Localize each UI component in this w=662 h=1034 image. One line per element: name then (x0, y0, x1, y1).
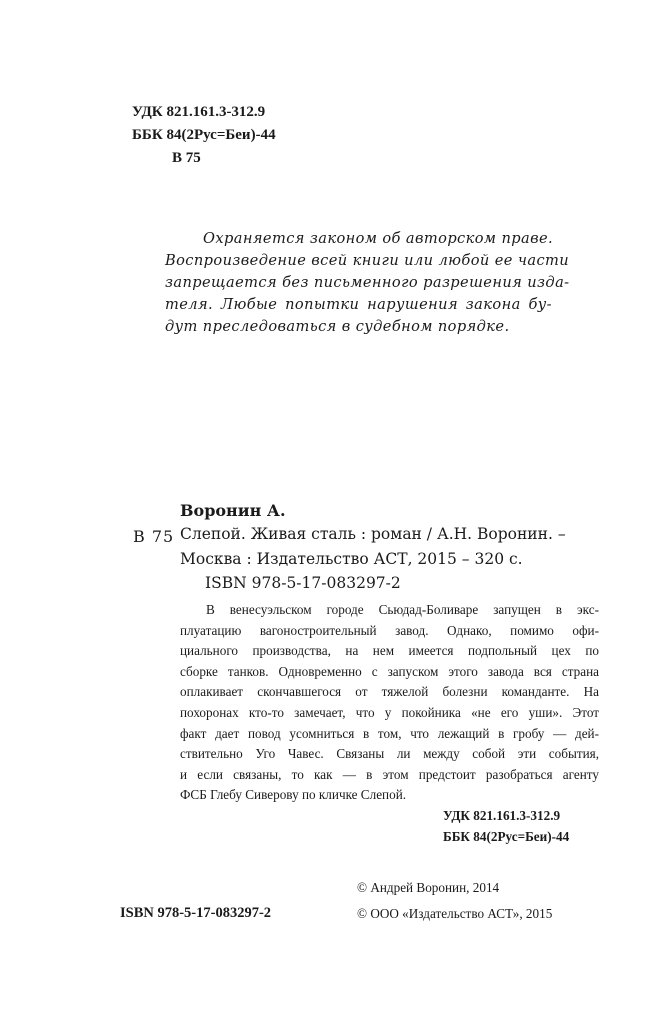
annotation-line: и если связаны, то как — в этом предстоит разобраться агенту (180, 766, 599, 782)
copyright-publisher: © ООО «Издательство АСТ», 2015 (357, 906, 553, 921)
annotation-line: факт дает повод усомниться в том, что лежащий в гробу — дей- (180, 725, 599, 741)
bbk-code-bottom: ББК 84(2Рус=Беи)-44 (443, 829, 570, 844)
notice-line: Воспроизведение всей книги или любой ее части (165, 252, 570, 270)
bbk-code: ББК 84(2Рус=Беи)-44 (132, 127, 276, 143)
udk-code-bottom: УДК 821.161.3-312.9 (443, 808, 561, 823)
annotation-line: похоронах кто-то замечает, что у покойника «не его уши». Этот (180, 704, 599, 720)
author-mark: В 75 (172, 150, 201, 166)
notice-line: запрещается без письменного разрешения изда- (165, 274, 570, 292)
book-annotation (180, 600, 599, 806)
record-author: Воронин А. (180, 501, 286, 520)
copyright-author: © Андрей Воронин, 2014 (357, 880, 500, 895)
annotation-line: оплакивает скончавшегося от тяжелой болезни команданте. На (180, 684, 599, 700)
copyright-notice (165, 228, 570, 338)
udk-code: УДК 821.161.3-312.9 (132, 104, 266, 120)
annotation-line: В венесуэльском городе Сьюдад-Боливаре запущен в экс- (206, 602, 599, 617)
annotation-line: циального производства, на нем имеется подпольный цех по (180, 643, 599, 659)
annotation-line: плуатацию вагоностроительный завод. Однако, помимо офи- (180, 622, 599, 638)
notice-line: Охраняется законом об авторском праве. (203, 230, 554, 247)
annotation-line: ФСБ Глебу Сиверову по кличке Слепой. (180, 787, 407, 803)
record-author-mark: В 75 (133, 527, 175, 546)
record-imprint: Москва : Издательство АСТ, 2015 – 320 с. (180, 550, 523, 568)
record-isbn: ISBN 978-5-17-083297-2 (205, 574, 401, 592)
notice-line: теля. Любые попытки нарушения закона бу- (165, 296, 552, 314)
notice-line: дут преследоваться в судебном порядке. (165, 318, 510, 336)
footer-isbn: ISBN 978-5-17-083297-2 (120, 905, 272, 921)
annotation-line: сборке танков. Одновременно с запуском этого завода вся страна (180, 663, 599, 679)
annotation-line: ствительно Уго Чавес. Связаны ли между собой эти события, (180, 746, 599, 762)
record-title: Слепой. Живая сталь : роман / А.Н. Воронин. – (180, 525, 566, 543)
